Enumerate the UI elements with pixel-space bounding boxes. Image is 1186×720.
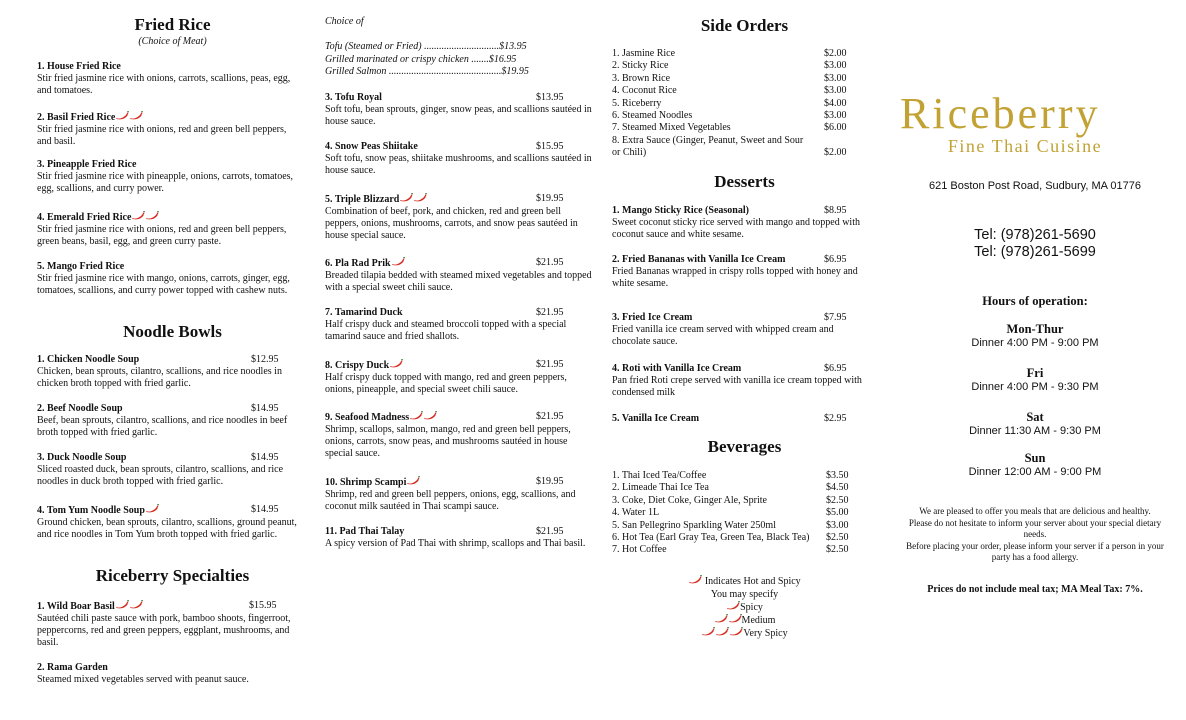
- row-price: $4.50: [826, 482, 849, 494]
- menu-item: [325, 193, 593, 242]
- price-row: [612, 482, 882, 494]
- row-price: $3.00: [824, 85, 847, 97]
- menu-item: [325, 307, 593, 343]
- brand-name: Riceberry: [900, 89, 1101, 138]
- hours-entry: [900, 410, 1170, 437]
- hours-day: Sat: [1026, 410, 1044, 424]
- hours-time: Dinner 11:30 AM - 9:30 PM: [969, 425, 1101, 437]
- menu-item: [37, 600, 299, 649]
- tax-note: Prices do not include meal tax; MA Meal Tax: 7%.: [927, 584, 1143, 595]
- row-price: $3.00: [824, 72, 847, 84]
- row-price: $3.00: [824, 60, 847, 72]
- menu-item: [37, 452, 299, 488]
- chili-icon: [115, 111, 129, 120]
- chili-icon: [688, 575, 702, 584]
- chili-icon: [423, 411, 437, 420]
- menu-item-price: $7.95: [824, 312, 847, 323]
- price-row: [612, 532, 882, 544]
- menu-item-price: $14.95: [251, 403, 279, 414]
- chili-rating: [701, 628, 743, 639]
- fried-rice-heading: Fried Rice: [134, 15, 211, 34]
- hours-day: Mon-Thur: [1006, 322, 1064, 336]
- chili-rating: [688, 576, 702, 587]
- brand-logo: [900, 89, 1170, 157]
- menu-item-description: Half crispy duck and steamed broccoli topped with a special tamarind sauce and fried shallots.: [325, 319, 567, 342]
- menu-item: [612, 413, 874, 425]
- row-label: 5. Riceberry: [612, 97, 662, 109]
- menu-item-description: Beef, bean sprouts, cilantro, scallions, and rice noodles in beef broth topped with fried garlic.: [37, 415, 288, 438]
- beverages-heading: Beverages: [707, 437, 782, 456]
- brand-tagline: Fine Thai Cuisine: [947, 136, 1103, 156]
- address: 621 Boston Post Road, Sudbury, MA 01776: [929, 180, 1141, 192]
- menu-item-description: Stir fried jasmine rice with onions, red and green bell peppers, and basil.: [37, 124, 287, 147]
- menu-item-price: $6.95: [824, 254, 847, 265]
- hours-day: Sun: [1024, 451, 1046, 465]
- menu-item: [325, 476, 593, 513]
- chili-rating: [399, 194, 427, 205]
- menu-item-title: 8. Crispy Duck: [325, 360, 390, 371]
- chili-icon: [728, 614, 742, 623]
- menu-item-description: Stir fried jasmine rice with onions, red and green bell peppers, green beans, basil, egg, and green curry paste.: [37, 224, 287, 247]
- row-label: 7. Hot Coffee: [612, 544, 667, 556]
- menu-item-price: $19.95: [536, 476, 564, 487]
- menu-item-price: $14.95: [251, 452, 279, 463]
- menu-item-price: $8.95: [824, 205, 847, 216]
- price-row: [612, 544, 882, 556]
- hours-time: Dinner 12:00 AM - 9:00 PM: [968, 466, 1102, 478]
- menu-item: [612, 363, 874, 399]
- chili-rating: [726, 602, 740, 613]
- legend-spicy: Spicy: [740, 602, 763, 613]
- menu-item-price: $21.95: [536, 307, 564, 318]
- chili-icon: [714, 614, 728, 623]
- menu-item: [325, 257, 593, 294]
- price-row: [612, 507, 882, 519]
- menu-item-title: 4. Tom Yum Noodle Soup: [37, 505, 145, 516]
- row-label: or Chili): [612, 147, 647, 159]
- specialties-heading: Riceberry Specialties: [95, 566, 250, 585]
- menu-item: [612, 205, 874, 241]
- menu-item-title: 4. Roti with Vanilla Ice Cream: [612, 363, 742, 374]
- note-allergy: Before placing your order, please inform your server if a person in your party has a food allergy.: [906, 540, 1164, 562]
- phone-block: [900, 227, 1170, 261]
- row-label: 8. Extra Sauce (Ginger, Peanut, Sweet and Sour: [612, 134, 804, 146]
- menu-item: [37, 111, 299, 148]
- menu-item-description: Half crispy duck topped with mango, red and green peppers, onions, pineapple, and special sweet chili sauce.: [325, 372, 567, 395]
- menu-item-price: $21.95: [536, 359, 564, 370]
- row-price: $3.00: [826, 519, 849, 531]
- chili-rating: [115, 112, 143, 123]
- menu-item-title: 9. Seafood Madness: [325, 412, 410, 423]
- row-price: $2.50: [826, 532, 849, 543]
- menu-item-title: 4. Emerald Fried Rice: [37, 212, 132, 223]
- menu-item-price: $21.95: [536, 411, 564, 422]
- chili-icon: [129, 111, 143, 120]
- chili-icon: [715, 627, 729, 636]
- price-row: [612, 85, 882, 97]
- price-row: [612, 60, 882, 72]
- menu-item-title: 5. Triple Blizzard: [325, 194, 400, 205]
- menu-item-description: Shrimp, scallops, salmon, mango, red and green bell peppers, onions, carrots, snow peas, and mushrooms sautéed in house special sauce.: [325, 424, 571, 459]
- price-row: [612, 135, 882, 147]
- row-price: $4.00: [824, 97, 847, 109]
- chili-icon: [726, 601, 740, 610]
- menu-item-title: 1. Wild Boar Basil: [37, 601, 115, 612]
- menu-item-description: Stir fried jasmine rice with mango, onions, carrots, ginger, egg, tomatoes, scallions, and curry power topped with cashew nuts.: [37, 273, 290, 296]
- row-label: 5. San Pellegrino Sparkling Water 250ml: [612, 519, 776, 531]
- menu-item-price: $13.95: [536, 92, 564, 103]
- hours-heading: Hours of operation:: [982, 294, 1088, 308]
- hours-entry: [900, 451, 1170, 478]
- menu-item-title: 2. Fried Bananas with Vanilla Ice Cream: [612, 254, 786, 265]
- phone-2: Tel: (978)261-5699: [974, 244, 1096, 260]
- price-row: [612, 122, 882, 134]
- chili-icon: [389, 359, 403, 368]
- menu-item: [37, 504, 299, 541]
- menu-item-title: 11. Pad Thai Talay: [325, 526, 405, 537]
- choice-line: Grilled Salmon .............................................$19.95: [325, 66, 529, 77]
- row-label: 3. Coke, Diet Coke, Ginger Ale, Sprite: [612, 494, 767, 506]
- spice-legend: [612, 575, 877, 640]
- chili-icon: [391, 257, 405, 266]
- chili-rating: [131, 212, 159, 223]
- row-label: 1. Jasmine Rice: [612, 48, 676, 59]
- menu-item-description: Fried vanilla ice cream served with whipped cream and chocolate sauce.: [612, 324, 834, 347]
- price-row: [612, 520, 882, 532]
- menu-item: [37, 354, 299, 390]
- menu-item-price: $21.95: [536, 257, 564, 268]
- menu-item-title: 2. Beef Noodle Soup: [37, 403, 123, 414]
- side-orders-heading: Side Orders: [700, 16, 789, 35]
- menu-item-price: $15.95: [249, 600, 277, 611]
- noodle-bowls-heading: Noodle Bowls: [123, 322, 222, 341]
- menu-item-title: 1. Mango Sticky Rice (Seasonal): [612, 205, 749, 216]
- chili-icon: [399, 193, 413, 202]
- chili-icon: [131, 211, 145, 220]
- chili-rating: [145, 505, 159, 516]
- menu-item-description: A spicy version of Pad Thai with shrimp, scallops and Thai basil.: [325, 538, 586, 549]
- menu-item: [612, 312, 874, 348]
- menu-item-title: 7. Tamarind Duck: [325, 307, 403, 318]
- row-label: 6. Hot Tea (Earl Gray Tea, Green Tea, Black Tea): [612, 532, 810, 543]
- menu-item-description: Stir fried jasmine rice with onions, carrots, scallions, peas, egg, and tomatoes.: [37, 73, 291, 96]
- price-row: [612, 110, 882, 122]
- price-row: [612, 73, 882, 85]
- menu-item: [325, 141, 593, 177]
- menu-item-title: 3. Pineapple Fried Rice: [37, 159, 137, 170]
- menu-item: [325, 359, 593, 396]
- menu-item-price: $2.95: [824, 413, 847, 424]
- menu-item: [37, 662, 299, 686]
- chili-icon: [115, 600, 129, 609]
- price-row: [612, 98, 882, 110]
- note-dietary: Please do not hesitate to inform your server about your special dietary needs.: [908, 517, 1162, 539]
- price-row: [612, 147, 882, 159]
- menu-item-description: Fried Bananas wrapped in crispy rolls topped with honey and white sesame.: [612, 266, 858, 289]
- row-label: 4. Water 1L: [612, 507, 660, 519]
- chili-rating: [406, 477, 420, 488]
- menu-item-title: 2. Basil Fried Rice: [37, 112, 116, 123]
- menu-item-description: Soft tofu, bean sprouts, ginger, snow peas, and scallions sautéed in house sauce.: [325, 104, 592, 127]
- row-price: $2.50: [826, 544, 849, 556]
- price-row: [612, 48, 882, 60]
- phone-1: Tel: (978)261-5690: [974, 227, 1096, 243]
- row-price: $2.00: [824, 48, 847, 59]
- chili-icon: [145, 504, 159, 513]
- menu-item-price: $12.95: [251, 354, 279, 365]
- menu-item-title: 2. Rama Garden: [37, 662, 108, 673]
- menu-item-price: $6.95: [824, 363, 847, 374]
- menu-item-title: 6. Pla Rad Prik: [325, 258, 391, 269]
- notes-block: [900, 506, 1170, 564]
- menu-item: [325, 526, 593, 550]
- chili-icon: [729, 627, 743, 636]
- menu-item-title: 5. Mango Fried Rice: [37, 261, 125, 272]
- hours-time: Dinner 4:00 PM - 9:30 PM: [971, 381, 1099, 393]
- note-healthy: We are pleased to offer you meals that are delicious and healthy.: [919, 506, 1151, 516]
- menu-item-description: Breaded tilapia bedded with steamed mixed vegetables and topped with a special sweet chili sauce.: [325, 270, 592, 293]
- legend-line1: Indicates Hot and Spicy: [704, 576, 801, 587]
- menu-item-price: $21.95: [536, 526, 564, 537]
- menu-item-description: Sweet coconut sticky rice served with mango and topped with coconut sauce and white sesame.: [612, 217, 860, 240]
- menu-item-title: 3. Fried Ice Cream: [612, 312, 693, 323]
- hours-entry: [900, 322, 1170, 349]
- desserts-heading: Desserts: [714, 172, 775, 191]
- legend-medium: Medium: [741, 615, 776, 626]
- choice-list: [325, 41, 585, 79]
- legend-line2: You may specify: [710, 589, 779, 600]
- menu-item: [325, 411, 593, 460]
- menu-item-title: 3. Tofu Royal: [325, 92, 382, 103]
- hours-day: Fri: [1026, 366, 1044, 380]
- menu-item-description: Shrimp, red and green bell peppers, onions, egg, scallions, and coconut milk sautéed in Thai scampi sauce.: [325, 489, 576, 512]
- row-price: $5.00: [826, 507, 849, 519]
- menu-item-title: 1. Chicken Noodle Soup: [37, 354, 140, 365]
- chili-icon: [129, 600, 143, 609]
- fried-rice-subheading: (Choice of Meat): [138, 36, 207, 47]
- chili-icon: [409, 411, 423, 420]
- chili-rating: [389, 360, 403, 371]
- menu-item: [37, 159, 299, 195]
- choice-line: Grilled marinated or crispy chicken .......$16.95: [325, 53, 517, 65]
- menu-item: [37, 61, 299, 97]
- row-price: $3.50: [826, 470, 849, 481]
- hours-entry: [900, 366, 1170, 393]
- menu-item-description: Stir fried jasmine rice with pineapple, onions, carrots, tomatoes, egg, scallions, and curry power.: [37, 171, 294, 194]
- menu-item-description: Chicken, bean sprouts, cilantro, scallions, and rice noodles in chicken broth topped with fried garlic.: [37, 366, 282, 389]
- price-row: [612, 495, 882, 507]
- menu-item-price: $15.95: [536, 141, 564, 152]
- menu-item-price: $14.95: [251, 504, 279, 515]
- row-label: 6. Steamed Noodles: [612, 110, 693, 121]
- menu-item-description: Soft tofu, snow peas, shiitake mushrooms, and scallions sautéed in house sauce.: [325, 153, 592, 176]
- chili-icon: [413, 193, 427, 202]
- menu-item: [612, 254, 874, 290]
- menu-item-price: $19.95: [536, 193, 564, 204]
- row-price: $2.00: [824, 147, 847, 159]
- row-label: 4. Coconut Rice: [612, 85, 677, 97]
- menu-item-title: 3. Duck Noodle Soup: [37, 452, 127, 463]
- row-price: $3.00: [824, 110, 847, 121]
- legend-very-spicy: Very Spicy: [743, 628, 788, 639]
- menu-item-title: 5. Vanilla Ice Cream: [612, 413, 700, 424]
- chili-rating: [391, 258, 405, 269]
- menu-item-description: Combination of beef, pork, and chicken, red and green bell peppers, onions, mushrooms, carrots, and snow peas sautéed in house special sauce.: [325, 206, 578, 241]
- row-label: 2. Sticky Rice: [612, 60, 669, 72]
- menu-item-description: Steamed mixed vegetables served with peanut sauce.: [37, 674, 249, 685]
- menu-item: [37, 211, 299, 248]
- chili-icon: [406, 476, 420, 485]
- menu-item: [37, 403, 299, 439]
- chili-rating: [714, 615, 742, 626]
- menu-item-description: Ground chicken, bean sprouts, cilantro, scallions, ground peanut, and rice noodles in Tom Yum broth topped with fried garlic.: [37, 517, 297, 540]
- row-price: $2.50: [826, 494, 849, 506]
- menu-item-title: 10. Shrimp Scampi: [325, 477, 407, 488]
- row-label: 3. Brown Rice: [612, 72, 671, 84]
- choice-line: Tofu (Steamed or Fried) ..............................$13.95: [325, 41, 527, 52]
- chili-icon: [145, 211, 159, 220]
- chili-icon: [701, 627, 715, 636]
- row-price: $6.00: [824, 122, 847, 134]
- choice-label: Choice of: [325, 16, 364, 27]
- menu-item-description: Sliced roasted duck, bean sprouts, cilantro, scallions, and rice noodles in duck broth topped with fried garlic.: [37, 464, 284, 487]
- menu-item: [325, 92, 593, 128]
- menu-item: [37, 261, 299, 297]
- price-row: [612, 470, 882, 482]
- row-label: 1. Thai Iced Tea/Coffee: [612, 470, 707, 481]
- row-label: 7. Steamed Mixed Vegetables: [612, 122, 731, 134]
- chili-rating: [409, 412, 437, 423]
- menu-item-description: Pan fried Roti crepe served with vanilla ice cream topped with condensed milk: [612, 375, 862, 398]
- chili-rating: [115, 601, 143, 612]
- menu-item-description: Sautéed chili paste sauce with pork, bamboo shoots, fingerroot, peppercorns, red and green peppers, eggplant, mushrooms, and basil.: [37, 613, 291, 648]
- row-label: 2. Limeade Thai Ice Tea: [612, 482, 709, 494]
- hours-time: Dinner 4:00 PM - 9:00 PM: [971, 337, 1099, 349]
- menu-item-title: 1. House Fried Rice: [37, 61, 121, 72]
- menu-item-title: 4. Snow Peas Shiitake: [325, 141, 418, 152]
